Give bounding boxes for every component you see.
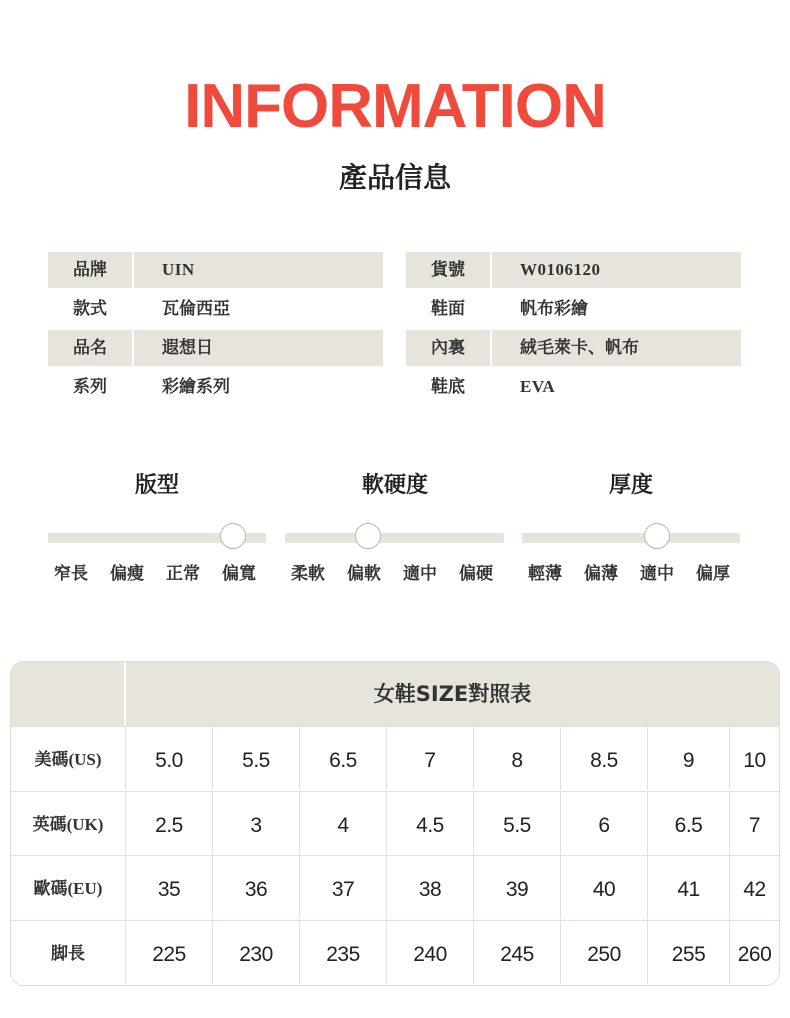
size-cell: 250	[560, 921, 647, 984]
scale-track-thickness	[522, 533, 740, 543]
size-cell: 5.0	[125, 727, 212, 790]
info-row	[48, 330, 383, 366]
info-value: 彩繪系列	[162, 377, 230, 397]
scale-label: 偏瘦	[110, 564, 144, 584]
scale-knob-thickness	[644, 523, 670, 549]
size-cell: 7	[386, 727, 473, 790]
scale-label: 窄長	[54, 564, 88, 584]
scale-title-fit: 版型	[134, 473, 179, 498]
size-cell: 235	[299, 921, 386, 984]
scale-label: 偏寬	[222, 564, 256, 584]
size-cell: 6.5	[299, 727, 386, 790]
size-row-label	[11, 792, 125, 855]
page-title: INFORMATION	[184, 72, 606, 141]
size-row	[11, 726, 779, 790]
size-cell: 8.5	[560, 727, 647, 790]
size-row-label-text: 歐碼	[33, 879, 68, 899]
scale-label: 偏軟	[347, 564, 381, 584]
size-row	[11, 791, 779, 855]
size-cell: 255	[647, 921, 729, 984]
size-cell: 5.5	[473, 792, 560, 855]
size-chart	[10, 661, 780, 986]
scale-label: 偏厚	[696, 564, 730, 584]
size-cell: 5.5	[212, 727, 299, 790]
size-cell: 240	[386, 921, 473, 984]
info-label: 品牌	[48, 252, 132, 288]
size-cell: 40	[560, 856, 647, 919]
info-value: 遐想日	[134, 330, 383, 366]
info-value: 絨毛萊卡、帆布	[492, 330, 741, 366]
info-row	[406, 252, 741, 288]
info-value: W0106120	[492, 252, 741, 288]
size-cell: 3	[212, 792, 299, 855]
size-cell: 8	[473, 727, 560, 790]
size-row-label-suffix: (US)	[68, 750, 102, 769]
size-row-label-text: 脚長	[51, 943, 85, 964]
size-cell: 7	[729, 792, 779, 855]
size-cell: 9	[647, 727, 729, 790]
info-row	[406, 330, 741, 366]
info-value: EVA	[520, 377, 556, 396]
info-row	[48, 291, 383, 327]
size-cell: 4.5	[386, 792, 473, 855]
size-cell: 35	[125, 856, 212, 919]
size-cell: 39	[473, 856, 560, 919]
info-label: 鞋面	[431, 299, 465, 319]
scale-knob-fit	[220, 523, 246, 549]
size-cell: 245	[473, 921, 560, 984]
info-label: 系列	[73, 377, 107, 397]
scale-label: 偏硬	[459, 564, 493, 584]
info-value: 帆布彩繪	[520, 299, 588, 319]
info-row	[48, 252, 383, 288]
size-cell: 230	[212, 921, 299, 984]
size-row	[11, 855, 779, 919]
scale-title-hardness: 軟硬度	[361, 473, 428, 498]
scale-label: 輕薄	[528, 564, 562, 584]
info-value: 瓦倫西亞	[162, 299, 230, 319]
size-cell: 41	[647, 856, 729, 919]
info-row	[48, 369, 383, 405]
size-cell: 260	[729, 921, 779, 984]
info-label: 品名	[48, 330, 132, 366]
size-cell: 36	[212, 856, 299, 919]
size-cell: 6.5	[647, 792, 729, 855]
size-row-label	[11, 921, 125, 984]
size-cell: 6	[560, 792, 647, 855]
scale-title-thickness: 厚度	[608, 473, 653, 498]
size-cell: 38	[386, 856, 473, 919]
size-cell: 4	[299, 792, 386, 855]
info-label: 鞋底	[431, 377, 465, 397]
size-chart-title: 女鞋SIZE對照表	[373, 682, 532, 706]
page-subtitle: 產品信息	[338, 161, 451, 194]
info-label: 款式	[73, 299, 107, 319]
size-row	[11, 920, 779, 984]
size-row-label-text: 美碼	[34, 750, 69, 770]
size-row-label-suffix: (EU)	[67, 879, 103, 898]
info-value: UIN	[134, 252, 383, 288]
info-row	[406, 291, 741, 327]
info-label: 內裏	[406, 330, 490, 366]
size-row-label	[11, 727, 125, 790]
info-label: 貨號	[406, 252, 490, 288]
info-row	[406, 369, 741, 405]
size-cell: 42	[729, 856, 779, 919]
scale-label: 適中	[640, 564, 674, 584]
scale-label: 適中	[403, 564, 437, 584]
size-cell: 37	[299, 856, 386, 919]
size-cell: 225	[125, 921, 212, 984]
size-row-label-text: 英碼	[32, 814, 67, 835]
size-row-label-suffix: (UK)	[66, 814, 104, 834]
scale-label: 正常	[166, 564, 200, 584]
size-row-label	[11, 856, 125, 919]
scale-knob-hardness	[355, 523, 381, 549]
scale-label: 偏薄	[584, 564, 618, 584]
scale-label: 柔軟	[291, 564, 325, 584]
size-cell: 10	[729, 727, 779, 790]
size-cell: 2.5	[125, 792, 212, 855]
scale-track-hardness	[285, 533, 504, 543]
